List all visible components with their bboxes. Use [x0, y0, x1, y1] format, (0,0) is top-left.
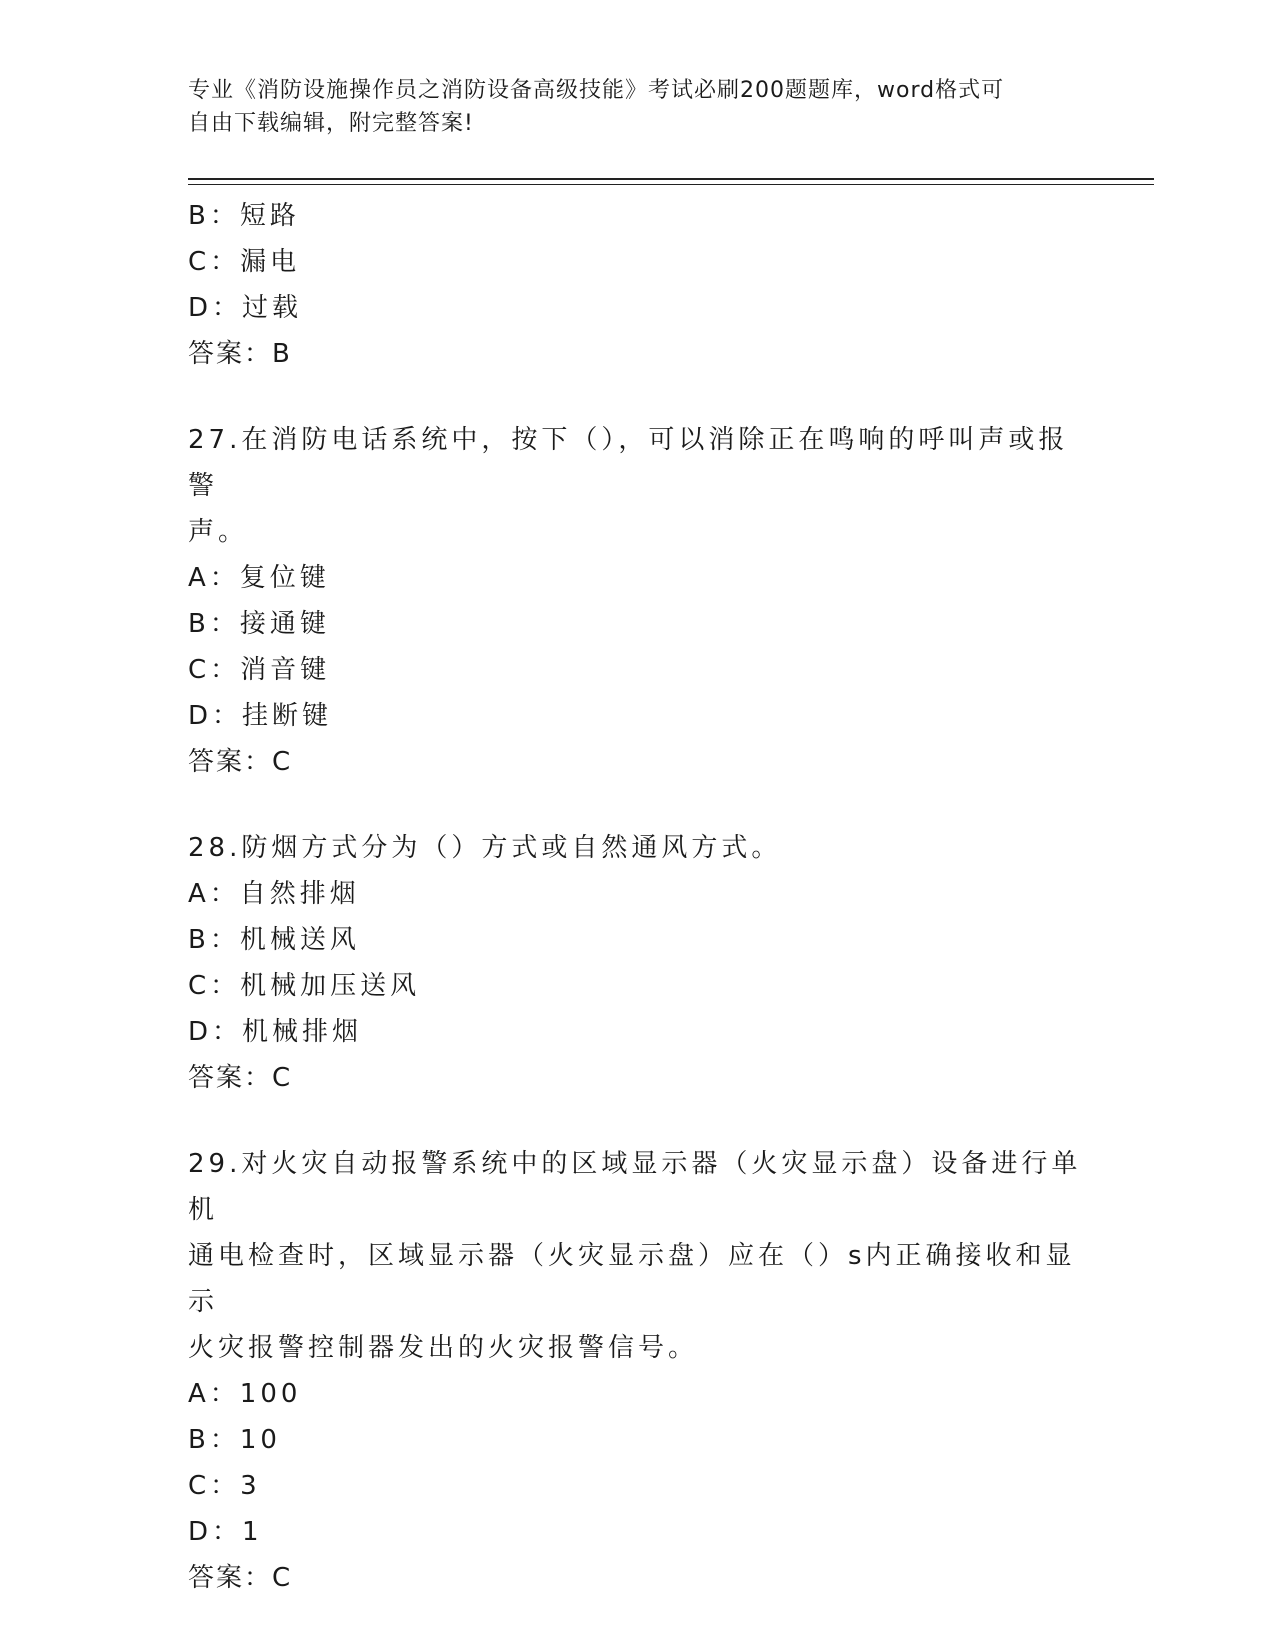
option-b: B：10 [188, 1425, 281, 1455]
header-line-2: 自由下载编辑，附完整答案! [188, 111, 474, 136]
answer: 答案：C [188, 1563, 293, 1593]
option-b: B：机械送风 [188, 925, 360, 955]
question-text-line: 29.对火灾自动报警系统中的区域显示器（火灾显示盘）设备进行单机 [188, 1149, 1082, 1225]
option-d: D：过载 [188, 293, 303, 323]
option-d: D：挂断键 [188, 701, 333, 731]
answer: 答案：C [188, 747, 293, 777]
document-header [188, 74, 1068, 140]
option-a: A：100 [188, 1379, 302, 1409]
question-26 [188, 193, 1088, 377]
question-28 [188, 825, 1088, 1101]
header-divider-thin [188, 184, 1154, 185]
question-list [188, 193, 1088, 1601]
question-text-line: 28.防烟方式分为（）方式或自然通风方式。 [188, 833, 782, 863]
answer: 答案：B [188, 339, 292, 369]
option-c: C：漏电 [188, 247, 301, 277]
option-b: B：短路 [188, 201, 300, 231]
option-a: A：复位键 [188, 563, 330, 593]
option-c: C：3 [188, 1471, 261, 1501]
question-27 [188, 417, 1088, 785]
option-a: A：自然排烟 [188, 879, 360, 909]
option-d: D：机械排烟 [188, 1017, 363, 1047]
answer: 答案：C [188, 1063, 293, 1093]
header-line-1: 专业《消防设施操作员之消防设备高级技能》考试必刷200题题库，word格式可 [188, 78, 1005, 103]
question-text-line: 声。 [188, 517, 249, 547]
option-d: D：1 [188, 1517, 263, 1547]
option-c: C：消音键 [188, 655, 331, 685]
option-c: C：机械加压送风 [188, 971, 421, 1001]
question-text-line: 火灾报警控制器发出的火灾报警信号。 [188, 1333, 699, 1363]
question-text-line: 27.在消防电话系统中，按下（），可以消除正在鸣响的呼叫声或报警 [188, 425, 1069, 501]
question-text-line: 通电检查时，区域显示器（火灾显示盘）应在（）s内正确接收和显示 [188, 1241, 1076, 1317]
header-divider [188, 178, 1154, 180]
question-29 [188, 1141, 1088, 1601]
option-b: B：接通键 [188, 609, 330, 639]
